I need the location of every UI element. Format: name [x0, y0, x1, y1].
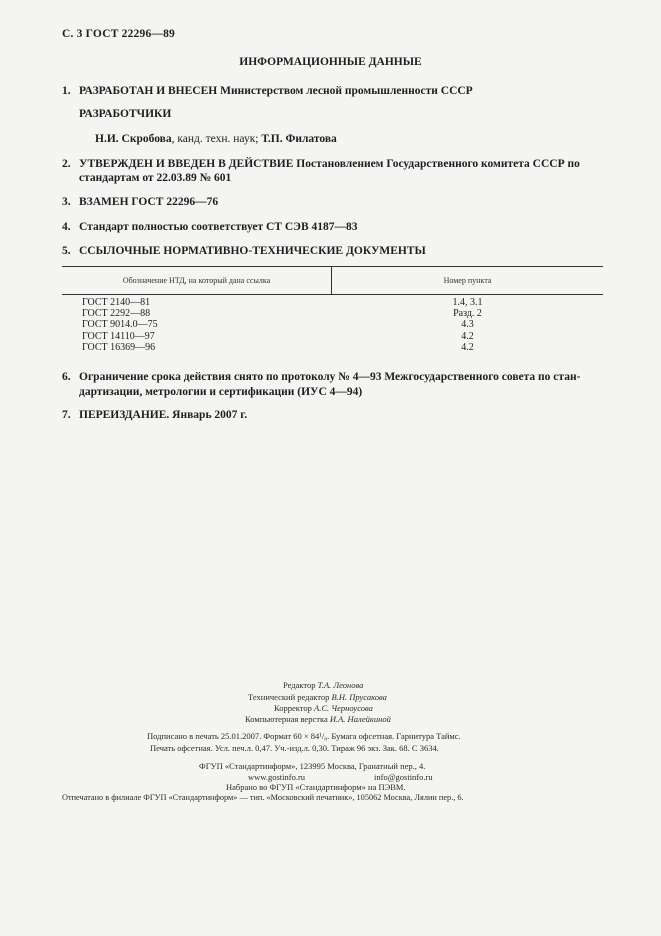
item-4	[62, 220, 602, 235]
item-number: 5.	[62, 245, 71, 257]
table-header-point: Номер пункта	[443, 276, 492, 285]
imprint-editor	[283, 680, 363, 690]
item-text: УТВЕРЖДЕН И ВВЕДЕН В ДЕЙСТВИЕ Постановлением Государственного комитета СССР по	[79, 158, 580, 170]
developer-name: Т.П. Филатова	[261, 133, 337, 145]
imprint-role: Редактор	[283, 680, 318, 690]
item-number: 4.	[62, 221, 71, 233]
table-cell-point: 4.3	[461, 319, 474, 331]
table-cell-document: ГОСТ 9014.0—75	[82, 319, 158, 331]
table-cell-document: ГОСТ 2292—88	[82, 308, 151, 320]
table-cell-document: ГОСТ 2140—81	[82, 297, 151, 308]
developer-degree: , канд. техн. наук;	[171, 133, 262, 145]
imprint-corrector	[274, 703, 373, 713]
item-1	[62, 84, 602, 99]
developer-name: Н.И. Скробова	[95, 133, 172, 145]
imprint-email: info@gostinfo.ru	[374, 772, 433, 782]
item-6-continuation: дартизации, метрологии и сертификации (ИУС 4—94)	[79, 386, 363, 398]
item-text: ПЕРЕИЗДАНИЕ. Январь 2007 г.	[79, 409, 248, 421]
imprint-name: И.А. Налейкиной	[329, 714, 391, 724]
imprint-role: Технический редактор	[248, 692, 332, 702]
imprint-layout	[245, 714, 391, 724]
table-cell-point: 4.2	[461, 341, 474, 353]
table-row	[62, 331, 603, 342]
imprint-name: В.Н. Прусакова	[331, 692, 387, 702]
table-cell-point: 1.4, 3.1	[452, 297, 483, 308]
item-number: 1.	[62, 85, 71, 97]
item-text: ССЫЛОЧНЫЕ НОРМАТИВНО-ТЕХНИЧЕСКИЕ ДОКУМЕНТЫ	[79, 245, 426, 257]
item-number: 3.	[62, 196, 71, 208]
item-number: 6.	[62, 371, 71, 383]
item-number: 7.	[62, 409, 71, 421]
imprint-role: Корректор	[274, 703, 315, 713]
item-text: ВЗАМЕН ГОСТ 22296—76	[79, 196, 219, 208]
imprint-name: А.С. Черноусова	[314, 703, 373, 713]
imprint-role: Компьютерная верстка	[245, 714, 330, 724]
table-row	[62, 297, 603, 308]
item-text: Стандарт полностью соответствует СТ СЭВ 4187—83	[79, 221, 358, 233]
table-cell-document: ГОСТ 16369—96	[82, 341, 156, 353]
table-row	[62, 319, 603, 330]
table-header-rule	[62, 294, 603, 295]
item-3	[62, 195, 602, 210]
item-text: Ограничение срока действия снято по протоколу № 4—93 Межгосударственного совета по стан-	[79, 371, 581, 383]
developers-list	[95, 133, 337, 145]
table-body	[62, 297, 603, 353]
page-title: ИНФОРМАЦИОННЫЕ ДАННЫЕ	[239, 56, 422, 68]
page-header: С. 3 ГОСТ 22296—89	[62, 28, 175, 40]
table-cell-point: 4.2	[461, 330, 474, 342]
item-text: РАЗРАБОТАН И ВНЕСЕН Министерством лесной промышленности СССР	[79, 85, 473, 97]
developers-label: РАЗРАБОТЧИКИ	[79, 108, 172, 120]
imprint-typeset: Набрано во ФГУП «Стандартинформ» на ПЭВМ.	[226, 782, 406, 792]
imprint-print-info: Печать офсетная. Усл. печ.л. 0,47. Уч.-изд.л. 0,30. Тираж 96 экз. Зак. 68. С 3634.	[150, 743, 439, 753]
imprint-tech-editor	[248, 692, 387, 702]
table-cell-point: Разд. 2	[453, 308, 482, 320]
item-6	[62, 370, 602, 385]
imprint-name: Т.А. Леонова	[317, 680, 364, 690]
imprint-publisher: ФГУП «Стандартинформ», 123995 Москва, Гранатный пер., 4.	[199, 761, 426, 771]
item-5	[62, 244, 602, 259]
item-2-continuation: стандартам от 22.03.89 № 601	[79, 172, 232, 184]
item-7	[62, 408, 602, 423]
table-header-document: Обозначение НТД, на который дана ссылка	[122, 276, 271, 285]
table-top-rule	[62, 266, 603, 267]
item-2	[62, 157, 602, 172]
table-row	[62, 308, 603, 319]
imprint-printed: Отпечатано в филиале ФГУП «Стандартинформ» — тип. «Московский печатник», 105062 Москва, Лялин пер., 6.	[62, 793, 464, 802]
imprint-web: www.gostinfo.ru	[248, 772, 306, 782]
table-row	[62, 342, 603, 353]
imprint-signed: Подписано в печать 25.01.2007. Формат 60 × 84¹/₈. Бумага офсетная. Гарнитура Таймс.	[147, 731, 461, 741]
item-number: 2.	[62, 158, 71, 170]
table-cell-document: ГОСТ 14110—97	[82, 330, 155, 342]
